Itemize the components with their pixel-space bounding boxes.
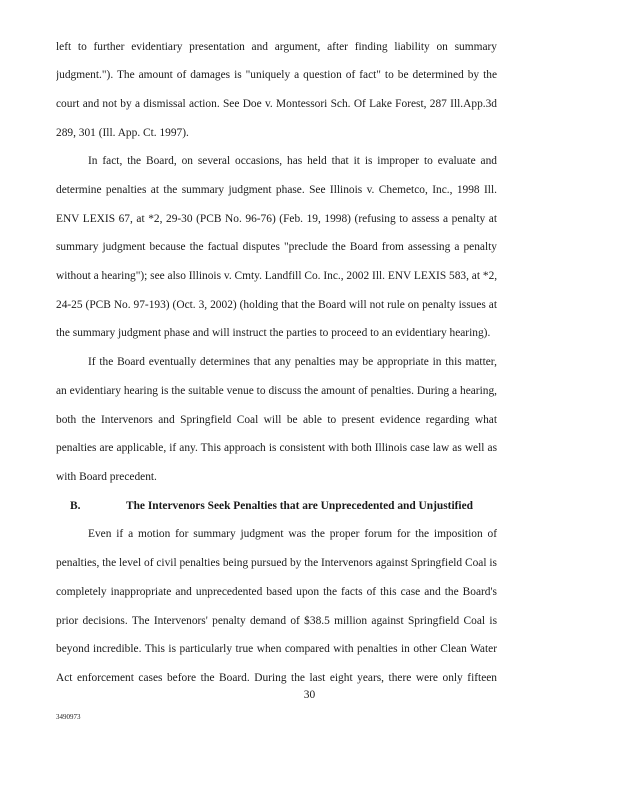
text-line: determine penalties at the summary judgment phase. See Illinois v. Chemetco, Inc., 1998 Ill. xyxy=(56,184,497,196)
section-title: The Intervenors Seek Penalties that are Unprecedented and Unjustified xyxy=(126,500,473,512)
text-line: penalties are applicable, if any. This approach is consistent with both Illinois case law as well as xyxy=(56,442,497,454)
section-letter: B. xyxy=(70,500,81,512)
text-line: with Board precedent. xyxy=(56,471,157,483)
text-line: prior decisions. The Intervenors' penalty demand of $38.5 million against Springfield Coal is xyxy=(56,615,497,627)
text-line: 24-25 (PCB No. 97-193) (Oct. 3, 2002) (holding that the Board will not rule on penalty issues at xyxy=(56,299,497,311)
text-line: Even if a motion for summary judgment was the proper forum for the imposition of xyxy=(88,528,497,540)
text-line: completely inappropriate and unprecedented based upon the facts of this case and the Board's xyxy=(56,586,497,598)
section-heading xyxy=(70,499,510,513)
text-line: both the Intervenors and Springfield Coal will be able to present evidence regarding what xyxy=(56,414,497,426)
text-line: an evidentiary hearing is the suitable venue to discuss the amount of penalties. During a hearing, xyxy=(56,385,497,397)
text-line: judgment."). The amount of damages is "uniquely a question of fact" to be determined by the xyxy=(56,69,497,81)
text-line: beyond incredible. This is particularly true when compared with penalties in other Clean Water xyxy=(56,643,497,655)
document-id: 3490973 xyxy=(56,713,81,721)
page-number: 30 xyxy=(303,689,316,701)
text-line: In fact, the Board, on several occasions, has held that it is improper to evaluate and xyxy=(88,155,497,167)
text-line: penalties, the level of civil penalties being pursued by the Intervenors against Springfield Coal is xyxy=(56,557,497,569)
text-line: left to further evidentiary presentation and argument, after finding liability on summary xyxy=(56,41,497,53)
text-line: the summary judgment phase and will instruct the parties to proceed to an evidentiary hearing). xyxy=(56,327,491,339)
text-line: summary judgment because the factual disputes "preclude the Board from assessing a penalty xyxy=(56,241,497,253)
text-line: court and not by a dismissal action. See Doe v. Montessori Sch. Of Lake Forest, 287 Ill.App.3d xyxy=(56,98,497,110)
text-line: without a hearing"); see also Illinois v. Cmty. Landfill Co. Inc., 2002 Ill. ENV LEXIS 583, at *2, xyxy=(56,270,497,282)
text-line: 289, 301 (Ill. App. Ct. 1997). xyxy=(56,127,189,139)
text-line: Act enforcement cases before the Board. During the last eight years, there were only fifteen xyxy=(56,672,497,684)
text-line: If the Board eventually determines that any penalties may be appropriate in this matter, xyxy=(88,356,497,368)
text-line: ENV LEXIS 67, at *2, 29-30 (PCB No. 96-76) (Feb. 19, 1998) (refusing to assess a penalty at xyxy=(56,213,497,225)
